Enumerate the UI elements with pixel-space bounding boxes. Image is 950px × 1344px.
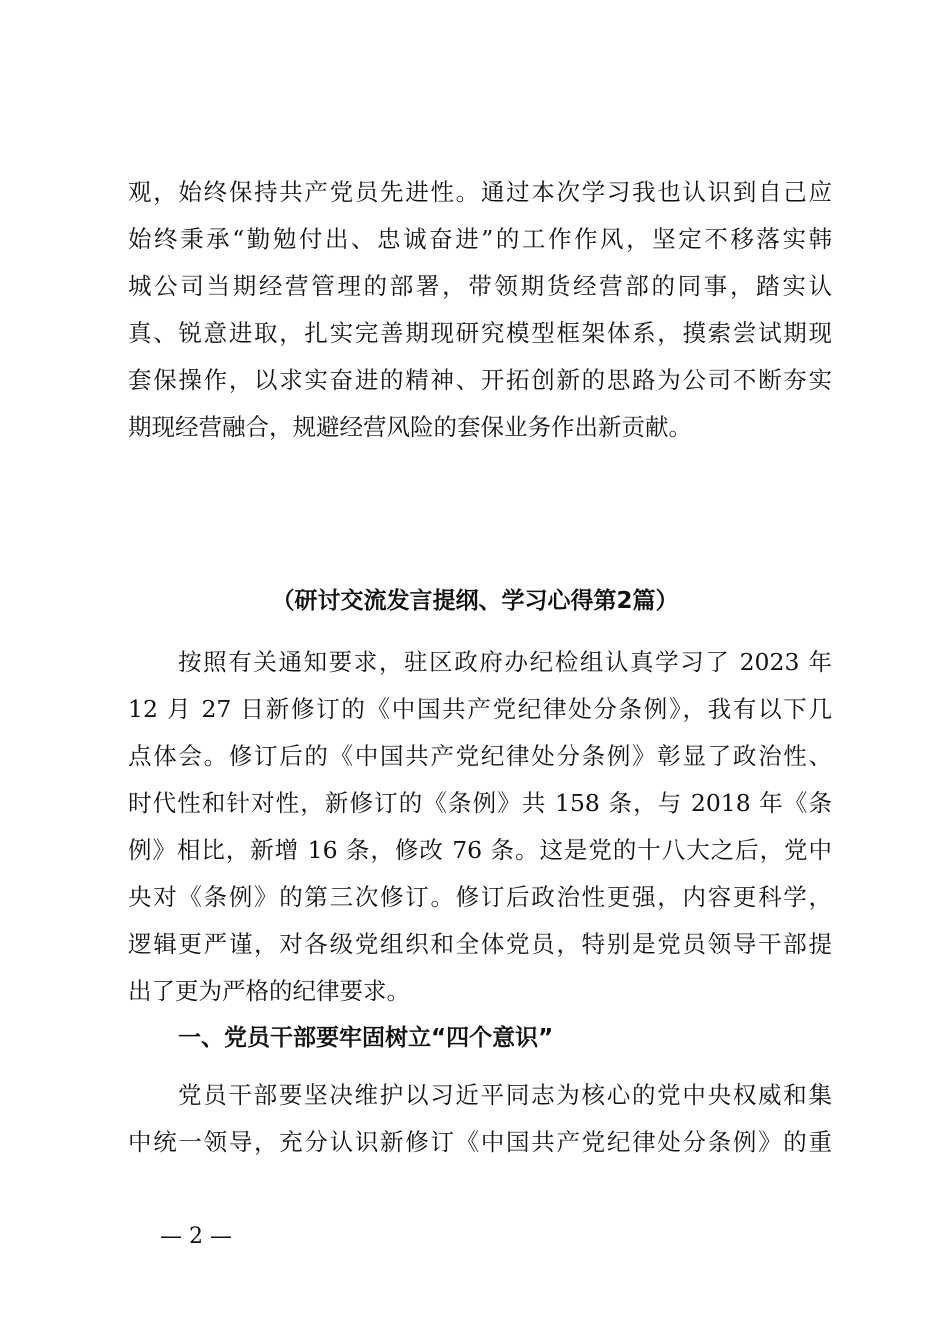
paragraph-2-line: 12 月 27 日新修订的《中国共产党纪律处分条例》，我有以下几 (128, 695, 832, 723)
paragraph-3-line: 党员干部要坚决维护以习近平同志为核心的党中央权威和集 (178, 1081, 832, 1109)
paragraph-2-line: 例》相比，新增 16 条，修改 76 条。这是党的十八大之后，党中 (128, 836, 832, 864)
paragraph-3-line: 中统一领导，充分认识新修订《中国共产党纪律处分条例》的重 (128, 1128, 832, 1156)
paragraph-2-line: 央对《条例》的第三次修订。修订后政治性更强，内容更科学， (128, 883, 832, 911)
paragraph-2-line: 时代性和针对性，新修订的《条例》共 158 条，与 2018 年《条 (128, 789, 832, 817)
section-heading: 一、党员干部要牢固树立“四个意识” (178, 1025, 554, 1051)
paragraph-1-line: 城公司当期经营管理的部署，带领期货经营部的同事，踏实认 (128, 272, 832, 300)
paragraph-2-line: 点体会。修订后的《中国共产党纪律处分条例》彰显了政治性、 (128, 742, 832, 770)
paragraph-1-line: 真、锐意进取，扎实完善期现研究模型框架体系，摸索尝试期现 (128, 319, 832, 347)
page-number: — 2 — (160, 1224, 232, 1249)
paragraph-2-line: 按照有关通知要求，驻区政府办纪检组认真学习了 2023 年 (178, 648, 832, 676)
paragraph-2-line: 出了更为严格的纪律要求。 (128, 977, 410, 1005)
section-title: （研讨交流发言提纲、学习心得第2篇） (271, 588, 679, 614)
paragraph-1-line: 观，始终保持共产党员先进性。通过本次学习我也认识到自己应 (128, 178, 832, 206)
paragraph-1-line: 期现经营融合，规避经营风险的套保业务作出新贡献。 (128, 413, 692, 441)
paragraph-2-line: 逻辑更严谨，对各级党组织和全体党员，特别是党员领导干部提 (128, 930, 832, 958)
paragraph-1-line: 始终秉承“勤勉付出、忠诚奋进”的工作作风，坚定不移落实韩 (128, 225, 832, 253)
paragraph-1-line: 套保操作，以求实奋进的精神、开拓创新的思路为公司不断夯实 (128, 366, 832, 394)
